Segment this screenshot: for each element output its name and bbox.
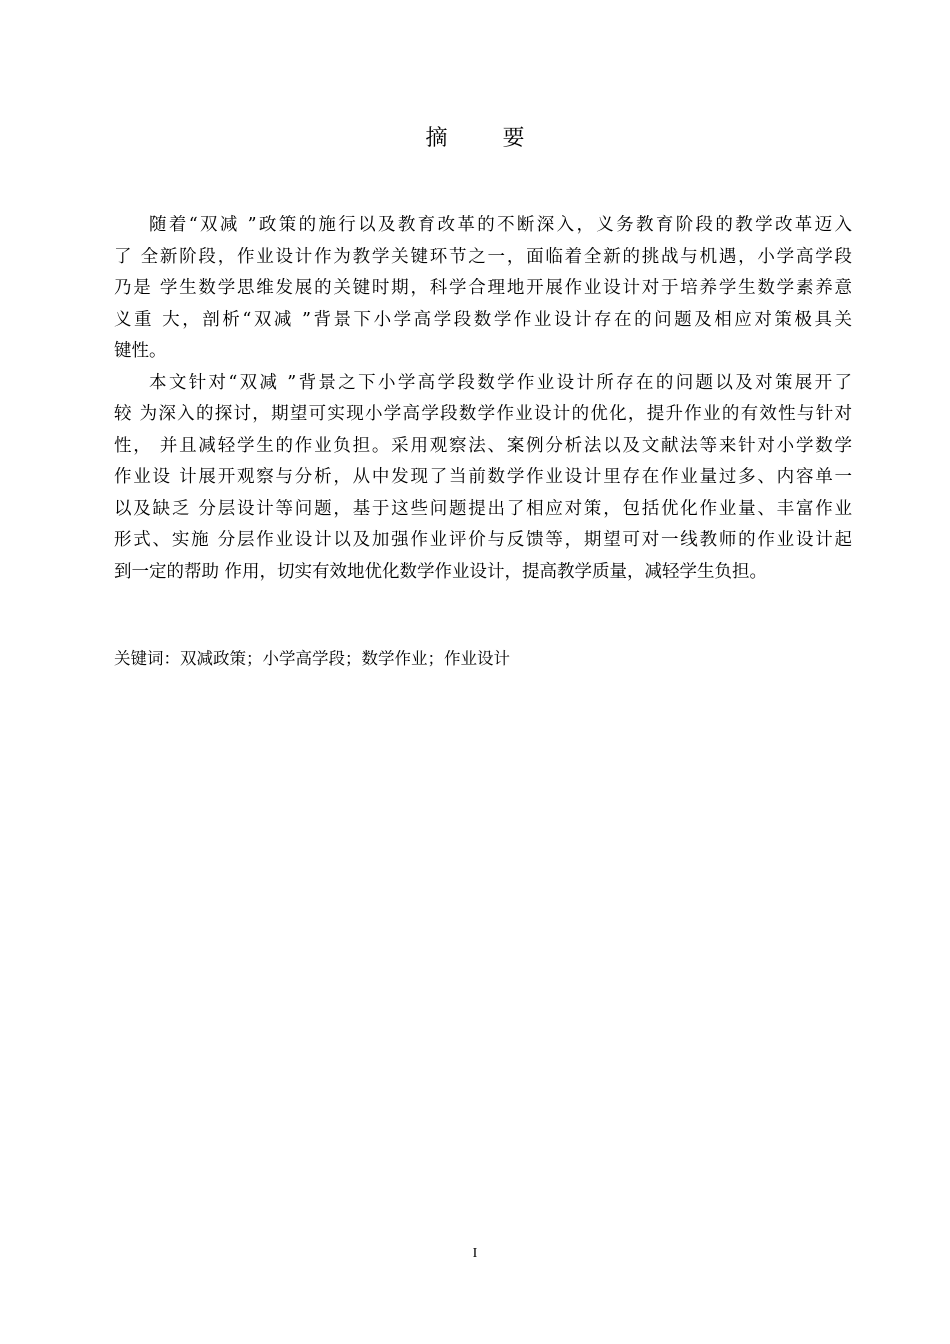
text-line: 随着“双减 ”政策的施行以及教育改革的不断深入，义务教育阶段的教学改革迈入 — [149, 215, 852, 235]
text-line: 性， 并且减轻学生的作业负担。采用观察法、案例分析法以及文献法等来针对小学数学 — [114, 435, 852, 456]
text-line: 以及缺乏 分层设计等问题，基于这些问题提出了相应对策，包括优化作业量、丰富作业 — [114, 498, 852, 519]
text-line: 乃是 学生数学思维发展的关键时期，科学合理地开展作业设计对于培养学生数学素养意 — [114, 278, 852, 298]
text-line: 键性。 — [114, 341, 167, 361]
text-line: 了 全新阶段，作业设计作为教学关键环节之一，面临着全新的挑战与机遇，小学高学段 — [114, 246, 852, 267]
keywords-line — [114, 644, 510, 674]
keywords-text: 双减政策；小学高学段；数学作业；作业设计 — [180, 649, 510, 668]
text-line: 形式、实施 分层作业设计以及加强作业评价与反馈等，期望可对一线教师的作业设计起 — [114, 530, 852, 550]
page-number: I — [472, 1246, 478, 1261]
text-line: 作业设 计展开观察与分析，从中发现了当前数学作业设计里存在作业量过多、内容单一 — [114, 467, 852, 487]
text-line: 到一定的帮助 作用，切实有效地优化数学作业设计，提高教学质量，减轻学生负担。 — [114, 561, 768, 582]
abstract-paragraph-1 — [114, 210, 852, 368]
text-line: 较 为深入的探讨，期望可实现小学高学段数学作业设计的优化，提升作业的有效性与针对 — [114, 404, 852, 424]
page-title: 摘 要 — [425, 126, 549, 151]
abstract-paragraph-2 — [114, 368, 852, 589]
abstract-body — [114, 210, 852, 588]
keywords-label: 关键词： — [114, 649, 180, 668]
text-line: 义重 大，剖析“双减 ”背景下小学高学段数学作业设计存在的问题及相应对策极具关 — [114, 309, 852, 330]
text-line: 本文针对“双减 ”背景之下小学高学段数学作业设计所存在的问题以及对策展开了 — [149, 372, 852, 393]
